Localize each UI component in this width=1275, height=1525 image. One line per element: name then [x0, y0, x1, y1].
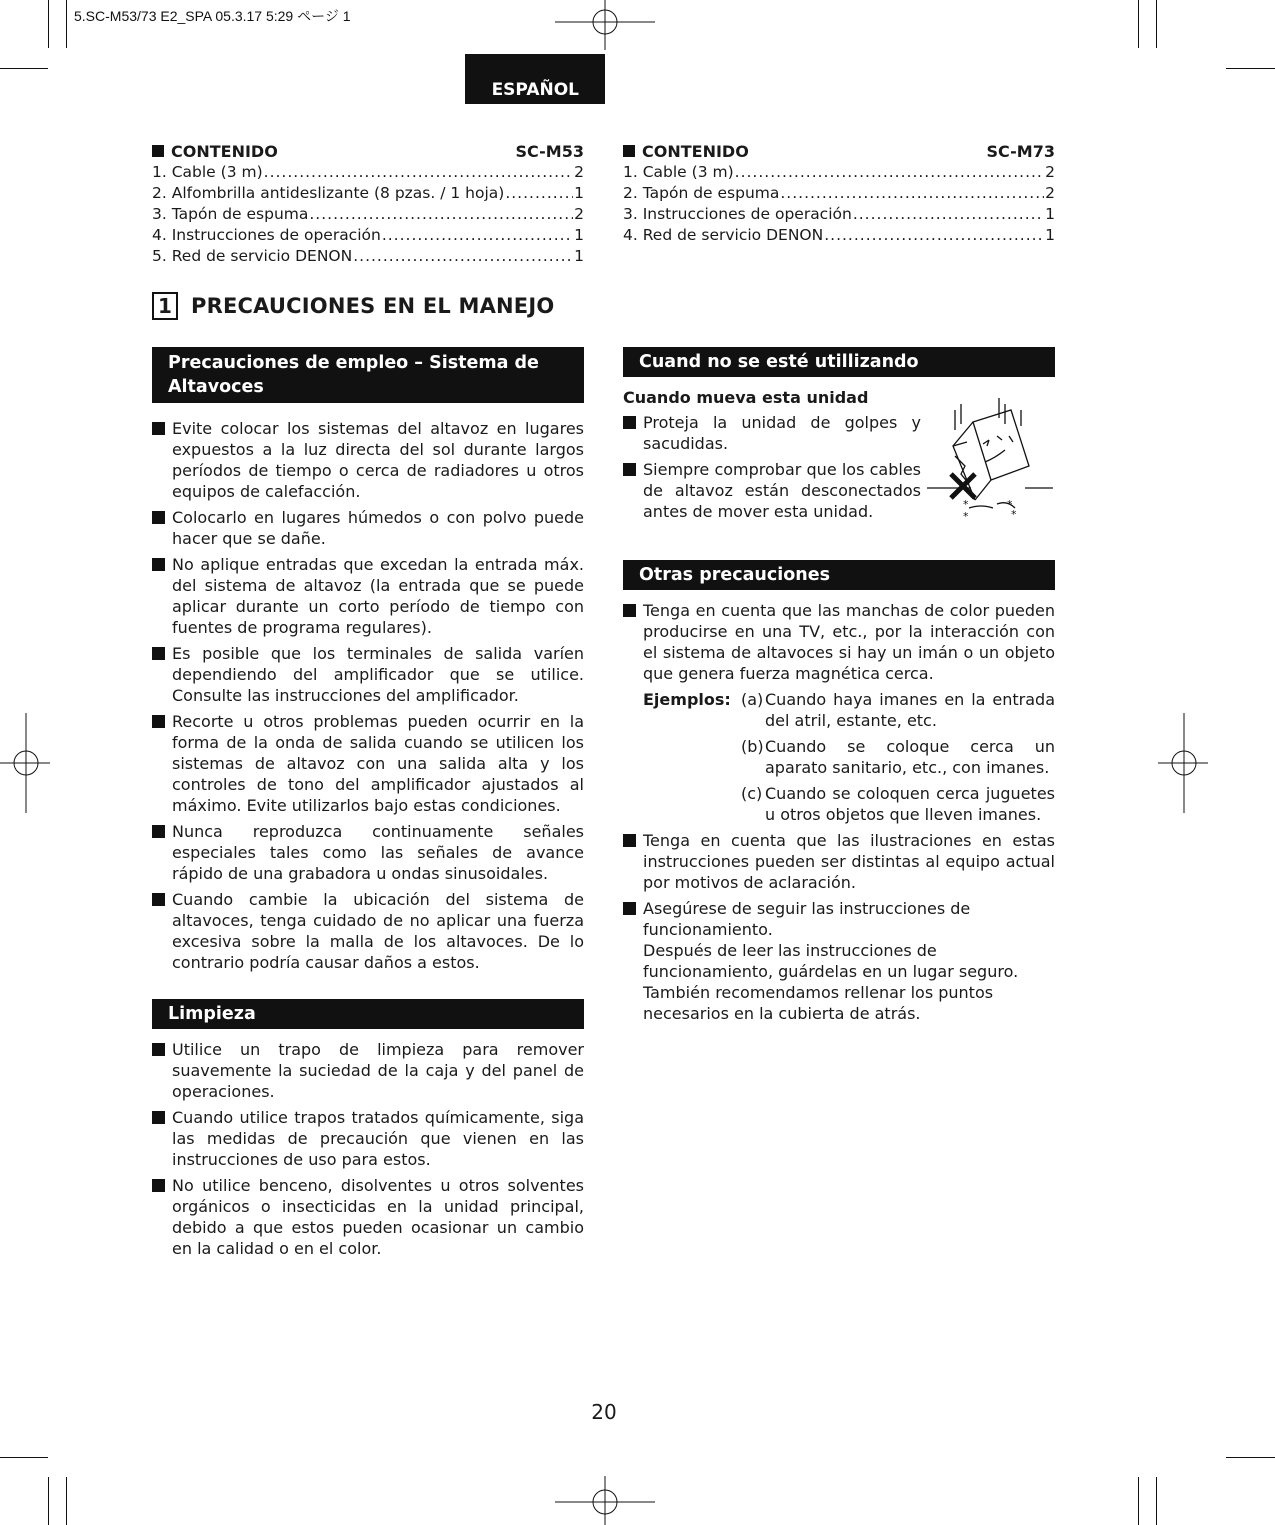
svg-text:*: *	[963, 510, 969, 523]
language-tab	[465, 54, 605, 104]
list-item: No aplique entradas que excedan la entrada máx. del sistema de altavoz (la entrada que se puede aplicar durante un corto período de tiempo con fuentes de programa regulares).	[152, 554, 584, 638]
contents-item: 4. Red de servicio DENON ..... 1	[623, 225, 1055, 246]
contents-item: 5. Red de servicio DENON ..... 1	[152, 246, 584, 267]
list-item: Colocarlo en lugares húmedos o con polvo puede hacer que se dañe.	[152, 507, 584, 549]
model-name: SC-M53	[515, 142, 584, 161]
contents-sc-m53	[152, 141, 584, 267]
list-item: Utilice un trapo de limpieza para remover suavemente la suciedad de la caja y del panel de operaciones.	[152, 1039, 584, 1102]
section-title: PRECAUCIONES EN EL MANEJO	[191, 294, 555, 318]
list-item: No utilice benceno, disolventes u otros solventes orgánicos o insecticidas en la unidad principal, debido a que estos pueden ocasionar un cambio en la calidad o en el color.	[152, 1175, 584, 1259]
list-item: Nunca reproduzca continuamente señales especiales tales como las señales de avance rápido de una grabadora u ondas sinusoidales.	[152, 821, 584, 884]
contents-header	[152, 141, 584, 162]
list-item	[623, 600, 1055, 825]
registration-mark-bottom	[555, 1476, 655, 1525]
section-number: 1	[152, 292, 178, 320]
contents-header	[623, 141, 1055, 162]
examples-block	[643, 689, 1055, 825]
registration-mark-top	[555, 0, 655, 50]
language-label: ESPAÑOL	[491, 80, 579, 100]
list-item: Es posible que los terminales de salida varíen dependiendo del amplificador que se utilice. Consulte las instrucciones del amplificador.	[152, 643, 584, 706]
list-item: Siempre comprobar que los cables de altavoz están desconectados antes de mover esta unidad.	[623, 459, 921, 522]
list-item: Cuando utilice trapos tratados químicamente, siga las medidas de precaución que vienen en las instrucciones de uso para estos.	[152, 1107, 584, 1170]
list-item: Cuando cambie la ubicación del sistema de altavoces, tenga cuidado de no aplicar una fuerza excesiva sobre la malla de los altavoces. De lo contrario podría causar daños a estos.	[152, 889, 584, 973]
speaker-drop-illustration	[925, 396, 1055, 524]
example-row: Ejemplos: (a) Cuando haya imanes en la entrada del atril, estante, etc.	[643, 690, 1055, 730]
other-precautions-list	[623, 600, 1055, 1024]
list-item: Tenga en cuenta que las ilustraciones en estas instrucciones pueden ser distintas al equipo actual por motivos de aclaración.	[623, 830, 1055, 893]
other-precautions-title: Otras precauciones	[623, 560, 1055, 590]
contents-title: CONTENIDO	[642, 142, 749, 161]
list-item: Recorte u otros problemas pueden ocurrir en la forma de la onda de salida cuando se utilicen los sistemas de altavoz con una salida alta y los controles de tono del amplificador ajustados al máximo. Evite utilizarlos bajo estas condiciones.	[152, 711, 584, 816]
moving-list	[623, 412, 921, 522]
square-bullet-icon	[623, 145, 635, 157]
example-row: (b) Cuando se coloque cerca un aparato sanitario, etc., con imanes.	[741, 737, 1055, 777]
precautions-section	[152, 347, 584, 978]
cleaning-list	[152, 1039, 584, 1259]
list-item: Evite colocar los sistemas del altavoz en lugares expuestos a la luz directa del sol durante largos períodos de tiempo o cerca de radiadores u otros equipos de calefacción.	[152, 418, 584, 502]
registration-mark-right	[1158, 713, 1208, 813]
cleaning-title: Limpieza	[152, 999, 584, 1029]
svg-text:*: *	[1011, 508, 1017, 521]
examples-label: Ejemplos:	[643, 690, 731, 709]
contents-item: 4. Instrucciones de operación ..... 1	[152, 225, 584, 246]
list-item: Proteja la unidad de golpes y sacudidas.	[623, 412, 921, 454]
moving-subtitle: Cuando mueva esta unidad	[623, 388, 869, 407]
precautions-list	[152, 418, 584, 973]
contents-sc-m73	[623, 141, 1055, 246]
svg-text:*: *	[1007, 498, 1013, 511]
model-name: SC-M73	[986, 142, 1055, 161]
item-text: Tenga en cuenta que las manchas de color pueden producirse en una TV, etc., por la interacción con el sistema de altavoces si hay un imán o un objeto que genera fuerza magnética cerca.	[643, 601, 1055, 683]
registration-mark-left	[0, 713, 50, 813]
page-number: 20	[591, 1400, 617, 1424]
square-bullet-icon	[152, 145, 164, 157]
example-row: (c) Cuando se coloquen cerca juguetes u otros objetos que lleven imanes.	[741, 784, 1055, 824]
contents-item: 3. Instrucciones de operación ..... 1	[623, 204, 1055, 225]
section-heading	[152, 292, 554, 320]
contents-item: 2. Tapón de espuma ..... 2	[623, 183, 1055, 204]
contents-item: 1. Cable (3 m) ..... 2	[152, 162, 584, 183]
svg-text:*: *	[963, 498, 969, 511]
other-precautions-section	[623, 560, 1055, 1029]
not-in-use-title: Cuand no se esté utillizando	[623, 347, 1055, 377]
contents-item: 2. Alfombrilla antideslizante (8 pzas. / 1 hoja) ..... 1	[152, 183, 584, 204]
contents-title: CONTENIDO	[171, 142, 278, 161]
list-item: Asegúrese de seguir las instrucciones de funcionamiento. Después de leer las instrucciones de funcionamiento, guárdelas en un lugar seguro. También recomendamos rellenar los puntos necesarios en la cubierta de atrás.	[623, 898, 1055, 1024]
precautions-title: Precauciones de empleo – Sistema de Altavoces	[152, 347, 584, 403]
contents-item: 3. Tapón de espuma ..... 2	[152, 204, 584, 225]
print-header-note: 5.SC-M53/73 E2_SPA 05.3.17 5:29 ページ 1	[74, 8, 351, 24]
contents-item: 1. Cable (3 m) ..... 2	[623, 162, 1055, 183]
cleaning-section	[152, 999, 584, 1264]
